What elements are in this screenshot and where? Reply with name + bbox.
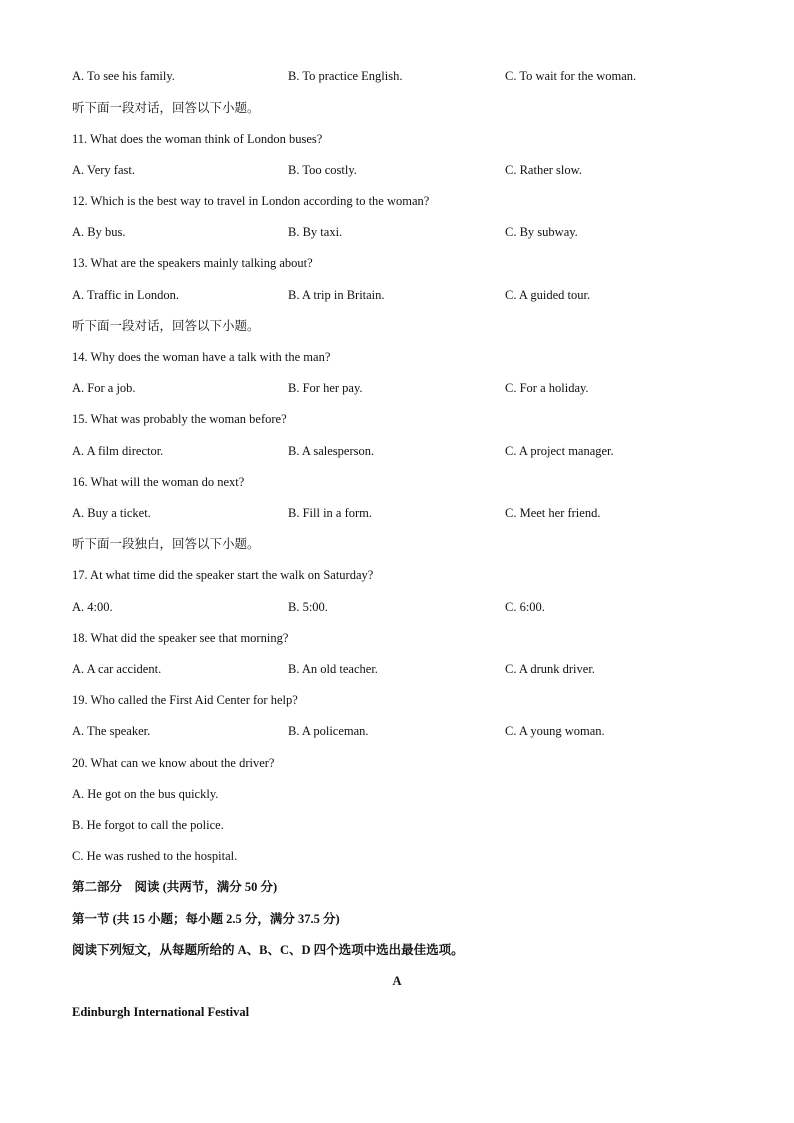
question-18: 18. What did the speaker see that morning? bbox=[72, 631, 289, 645]
question-20: 20. What can we know about the driver? bbox=[72, 756, 275, 770]
q12-option-a: A. By bus. bbox=[72, 225, 126, 239]
q13-option-c: C. A guided tour. bbox=[505, 288, 591, 302]
q18-option-b: B. An old teacher. bbox=[288, 662, 378, 676]
q15-option-a: A. A film director. bbox=[72, 444, 164, 458]
q11-options bbox=[72, 162, 772, 178]
question-15: 15. What was probably the woman before? bbox=[72, 412, 287, 426]
q14-option-c: C. For a holiday. bbox=[505, 381, 589, 395]
q17-option-b: B. 5:00. bbox=[288, 600, 328, 614]
q13-option-b: B. A trip in Britain. bbox=[288, 288, 385, 302]
part-two-heading: 第二部分 阅读 (共两节，满分 50 分) bbox=[72, 880, 278, 894]
q19-options bbox=[72, 723, 772, 739]
q20-option-b: B. He forgot to call the police. bbox=[72, 818, 224, 832]
q14-option-b: B. For her pay. bbox=[288, 381, 363, 395]
q13-options bbox=[72, 287, 772, 303]
q16-option-c: C. Meet her friend. bbox=[505, 506, 601, 520]
section-one-heading: 第一节 (共 15 小题；每小题 2.5 分，满分 37.5 分) bbox=[72, 912, 340, 926]
q13-option-a: A. Traffic in London. bbox=[72, 288, 180, 302]
question-17: 17. At what time did the speaker start the walk on Saturday? bbox=[72, 568, 374, 582]
q18-options bbox=[72, 661, 772, 677]
question-16: 16. What will the woman do next? bbox=[72, 475, 245, 489]
q19-option-a: A. The speaker. bbox=[72, 724, 151, 738]
q16-options bbox=[72, 505, 772, 521]
passage-title: Edinburgh International Festival bbox=[72, 1005, 250, 1019]
question-11: 11. What does the woman think of London buses? bbox=[72, 132, 323, 146]
dialog-instruction-1: 听下面一段对话，回答以下小题。 bbox=[72, 101, 260, 115]
q18-option-a: A. A car accident. bbox=[72, 662, 162, 676]
question-19: 19. Who called the First Aid Center for help? bbox=[72, 693, 298, 707]
q10-option-c: C. To wait for the woman. bbox=[505, 69, 637, 83]
q15-option-b: B. A salesperson. bbox=[288, 444, 375, 458]
q11-option-a: A. Very fast. bbox=[72, 163, 135, 177]
reading-instruction: 阅读下列短文，从每题所给的 A、B、C、D 四个选项中选出最佳选项。 bbox=[72, 943, 464, 957]
question-13: 13. What are the speakers mainly talking about? bbox=[72, 256, 313, 270]
q11-option-c: C. Rather slow. bbox=[505, 163, 582, 177]
q16-option-b: B. Fill in a form. bbox=[288, 506, 373, 520]
q12-options bbox=[72, 224, 772, 240]
q15-options bbox=[72, 443, 772, 459]
q17-option-c: C. 6:00. bbox=[505, 600, 545, 614]
question-14: 14. Why does the woman have a talk with the man? bbox=[72, 350, 331, 364]
q12-option-b: B. By taxi. bbox=[288, 225, 343, 239]
q12-option-c: C. By subway. bbox=[505, 225, 578, 239]
q18-option-c: C. A drunk driver. bbox=[505, 662, 595, 676]
q10-options bbox=[72, 68, 772, 84]
q19-option-c: C. A young woman. bbox=[505, 724, 605, 738]
dialog-instruction-2: 听下面一段对话，回答以下小题。 bbox=[72, 319, 260, 333]
q11-option-b: B. Too costly. bbox=[288, 163, 357, 177]
q20-option-a: A. He got on the bus quickly. bbox=[72, 787, 219, 801]
passage-label: A bbox=[392, 974, 402, 988]
question-12: 12. Which is the best way to travel in London according to the woman? bbox=[72, 194, 430, 208]
q17-option-a: A. 4:00. bbox=[72, 600, 113, 614]
q15-option-c: C. A project manager. bbox=[505, 444, 614, 458]
q16-option-a: A. Buy a ticket. bbox=[72, 506, 151, 520]
q14-options bbox=[72, 380, 772, 396]
q10-option-a: A. To see his family. bbox=[72, 69, 175, 83]
q19-option-b: B. A policeman. bbox=[288, 724, 369, 738]
monologue-instruction: 听下面一段独白，回答以下小题。 bbox=[72, 537, 260, 551]
q20-option-c: C. He was rushed to the hospital. bbox=[72, 849, 238, 863]
q17-options bbox=[72, 599, 772, 615]
q14-option-a: A. For a job. bbox=[72, 381, 136, 395]
q10-option-b: B. To practice English. bbox=[288, 69, 403, 83]
